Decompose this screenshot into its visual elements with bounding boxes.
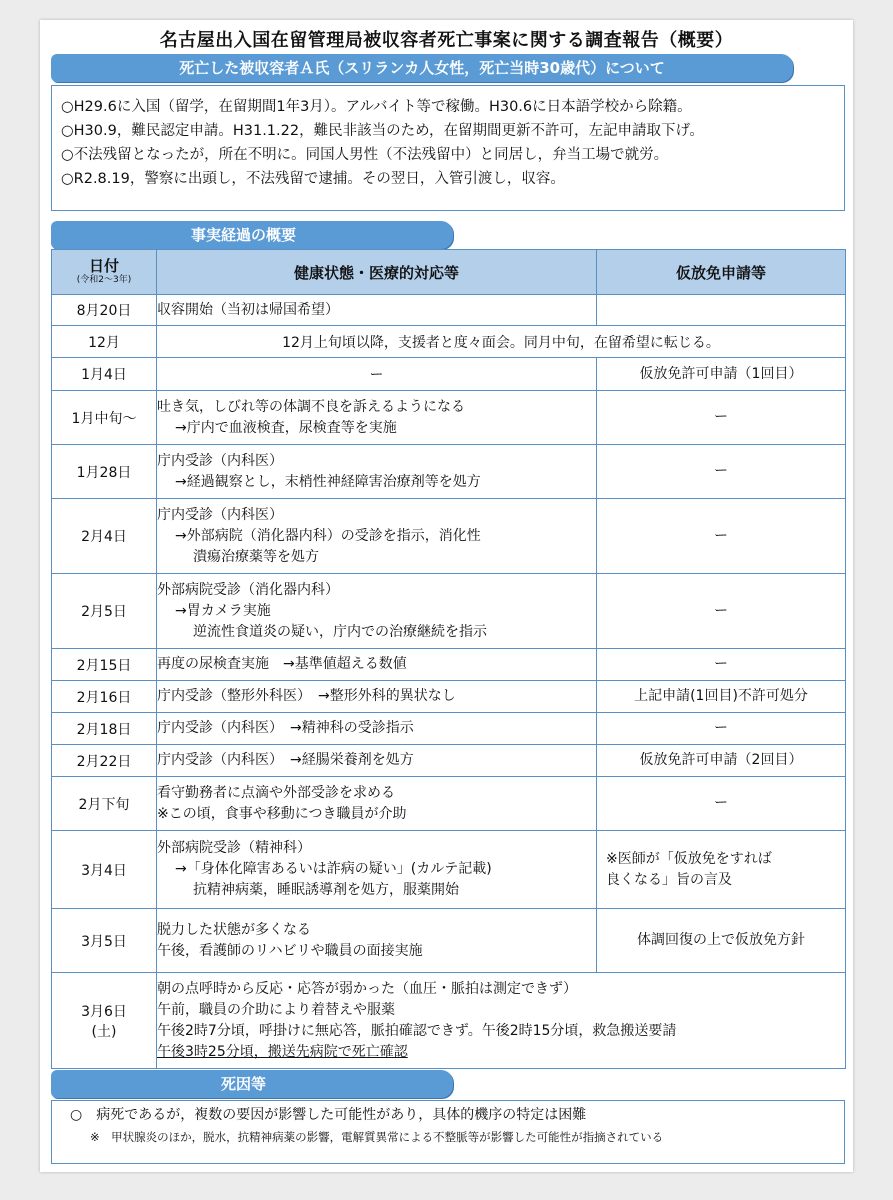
row-bail: 仮放免許可申請（2回目） (597, 745, 846, 777)
row-bail-line: 良くなる」旨の言及 (606, 871, 732, 888)
column-header-date (52, 250, 157, 295)
row-health-line: 外部病院受診（精神科） (157, 840, 311, 856)
row-health-line: 潰瘍治療薬等を処方 (193, 548, 319, 565)
facts-section-header-label: 事実経過の概要 (191, 226, 297, 244)
row-health-line: →胃カメラ実施 (175, 602, 271, 619)
table-row (52, 391, 846, 445)
row-health (157, 909, 597, 973)
person-info-line: ○H30.9，難民認定申請。H31.1.22，難民非該当のため，在留期間更新不許可，左記申請取下げ。 (61, 123, 704, 139)
row-bail: ー (597, 445, 846, 499)
row-date: 1月中旬～ (52, 391, 157, 445)
row-bail (597, 831, 846, 909)
row-health-line: 収容開始（当初は帰国希望） (157, 301, 339, 318)
row-span-text: 12月上旬頃以降，支援者と度々面会。同月中旬，在留希望に転じる。 (157, 326, 846, 358)
person-info-line: ○不法残留となったが，所在不明に。同国人男性（不法残留中）と同居し，弁当工場で就労。 (61, 147, 669, 163)
table-row (52, 574, 846, 649)
row-health-line: 午後，看護師のリハビリや職員の面接実施 (157, 942, 423, 959)
person-info-line: ○H29.6に入国（留学，在留期間1年3月）。アルバイト等で稼働。H30.6に日本語学校から除籍。 (61, 99, 692, 115)
row-health-line: 看守勤務者に点滴や外部受診を求める (157, 784, 395, 801)
row-health-line: 午後2時7分頃，呼掛けに無応答，脈拍確認できず。午後2時15分頃，救急搬送要請 (157, 1022, 677, 1039)
row-health-line: 朝の点呼時から反応・応答が弱かった（血圧・脈拍は測定できず） (157, 980, 577, 997)
row-health (157, 973, 846, 1069)
cause-section-header-label: 死因等 (221, 1075, 267, 1093)
row-date: 1月4日 (52, 358, 157, 391)
row-bail: ー (597, 777, 846, 831)
row-health (157, 391, 597, 445)
row-health-line: →「身体化障害あるいは詐病の疑い」(カルテ記載) (175, 861, 492, 877)
facts-section-header (51, 221, 453, 249)
table-row (52, 649, 846, 681)
row-bail: 体調回復の上で仮放免方針 (597, 909, 846, 973)
row-health (157, 295, 597, 326)
row-date: 2月5日 (52, 574, 157, 649)
row-health-line: 庁内受診（内科医） →精神科の受診指示 (157, 720, 414, 736)
row-bail: ー (597, 649, 846, 681)
table-row (52, 358, 846, 391)
row-health (157, 499, 597, 574)
table-row (52, 445, 846, 499)
row-date: 2月4日 (52, 499, 157, 574)
table-row (52, 831, 846, 909)
row-health-line: 庁内受診（内科医） (157, 506, 283, 523)
row-health (157, 777, 597, 831)
row-date: 2月16日 (52, 681, 157, 713)
row-health-line: 庁内受診（内科医） (157, 452, 283, 469)
row-date-line: 3月6日 (81, 1003, 127, 1020)
cause-main-text: ○ 病死であるが，複数の要因が影響した可能性があり，具体的機序の特定は困難 (70, 1107, 587, 1123)
row-date: 12月 (52, 326, 157, 358)
row-bail: ー (597, 574, 846, 649)
table-header-row (52, 250, 846, 295)
row-health-line: →庁内で血液検査，尿検査等を実施 (175, 419, 397, 436)
column-header-date-note: (令和2～3年) (76, 275, 132, 285)
page-title: 名古屋出入国在留管理局被収容者死亡事案に関する調査報告（概要） (159, 30, 734, 51)
row-health-line: 逆流性食道炎の疑い，庁内での治療継続を指示 (193, 623, 487, 640)
column-header-health: 健康状態・医療的対応等 (157, 250, 597, 295)
row-bail-line: ※医師が「仮放免をすれば (606, 850, 772, 867)
row-date: 8月20日 (52, 295, 157, 326)
column-header-bail: 仮放免申請等 (597, 250, 846, 295)
row-date: 2月15日 (52, 649, 157, 681)
row-health-line: ※この頃，食事や移動につき職員が介助 (157, 805, 407, 822)
row-health (157, 745, 597, 777)
row-date-line: (土) (91, 1023, 117, 1040)
row-date: 2月下旬 (52, 777, 157, 831)
row-date (52, 973, 157, 1069)
row-health-line: 庁内受診（内科医） →経腸栄養剤を処方 (157, 752, 414, 768)
person-info-line: ○R2.8.19，警察に出頭し，不法残留で逮捕。その翌日，入管引渡し，収容。 (61, 171, 565, 187)
row-date: 1月28日 (52, 445, 157, 499)
table-row (52, 499, 846, 574)
row-health-line: 再度の尿検査実施 →基準値超える数値 (157, 656, 407, 672)
column-header-date-label: 日付 (88, 257, 119, 275)
row-health (157, 831, 597, 909)
row-health (157, 445, 597, 499)
row-health-line: 庁内受診（整形外科医） →整形外科的異状なし (157, 688, 456, 704)
cause-box (51, 1100, 845, 1164)
table-row (52, 909, 846, 973)
person-section-header: 死亡した被収容者Ａ氏（スリランカ人女性，死亡当時30歳代）について (51, 54, 793, 82)
person-info-box (51, 85, 845, 211)
row-bail (597, 295, 846, 326)
table-row (52, 326, 846, 358)
table-row (52, 777, 846, 831)
row-health (157, 713, 597, 745)
row-date: 3月4日 (52, 831, 157, 909)
table-row (52, 295, 846, 326)
row-bail: ー (597, 713, 846, 745)
row-health-line: 午後3時25分頃，搬送先病院で死亡確認 (157, 1043, 408, 1060)
report-page (40, 20, 853, 1172)
row-date: 2月22日 (52, 745, 157, 777)
row-health (157, 649, 597, 681)
row-date: 3月5日 (52, 909, 157, 973)
row-bail: 仮放免許可申請（1回目） (597, 358, 846, 391)
table-row (52, 745, 846, 777)
row-health: ー (157, 358, 597, 391)
cause-note-text: ※ 甲状腺炎のほか，脱水，抗精神病薬の影響，電解質異常による不整脈等が影響した可能性が指摘されている (90, 1130, 664, 1144)
row-health-line: 午前，職員の介助により着替えや服薬 (157, 1001, 395, 1018)
cause-section-header (51, 1070, 453, 1098)
row-health-line: →外部病院（消化器内科）の受診を指示，消化性 (175, 527, 481, 544)
row-health-line: 吐き気，しびれ等の体調不良を訴えるようになる (157, 398, 465, 415)
row-health-line: 外部病院受診（消化器内科） (157, 581, 339, 598)
table-row (52, 713, 846, 745)
table-row (52, 681, 846, 713)
row-health-line: 脱力した状態が多くなる (157, 921, 311, 938)
row-bail: 上記申請(1回目)不許可処分 (597, 681, 846, 713)
row-health (157, 574, 597, 649)
row-bail: ー (597, 391, 846, 445)
facts-table (51, 249, 846, 1069)
row-health-line: →経過観察とし，末梢性神経障害治療剤等を処方 (175, 473, 481, 490)
row-date: 2月18日 (52, 713, 157, 745)
row-health-line: 抗精神病薬，睡眠誘導剤を処方，服薬開始 (193, 882, 459, 898)
row-health (157, 681, 597, 713)
table-row (52, 973, 846, 1069)
row-bail: ー (597, 499, 846, 574)
